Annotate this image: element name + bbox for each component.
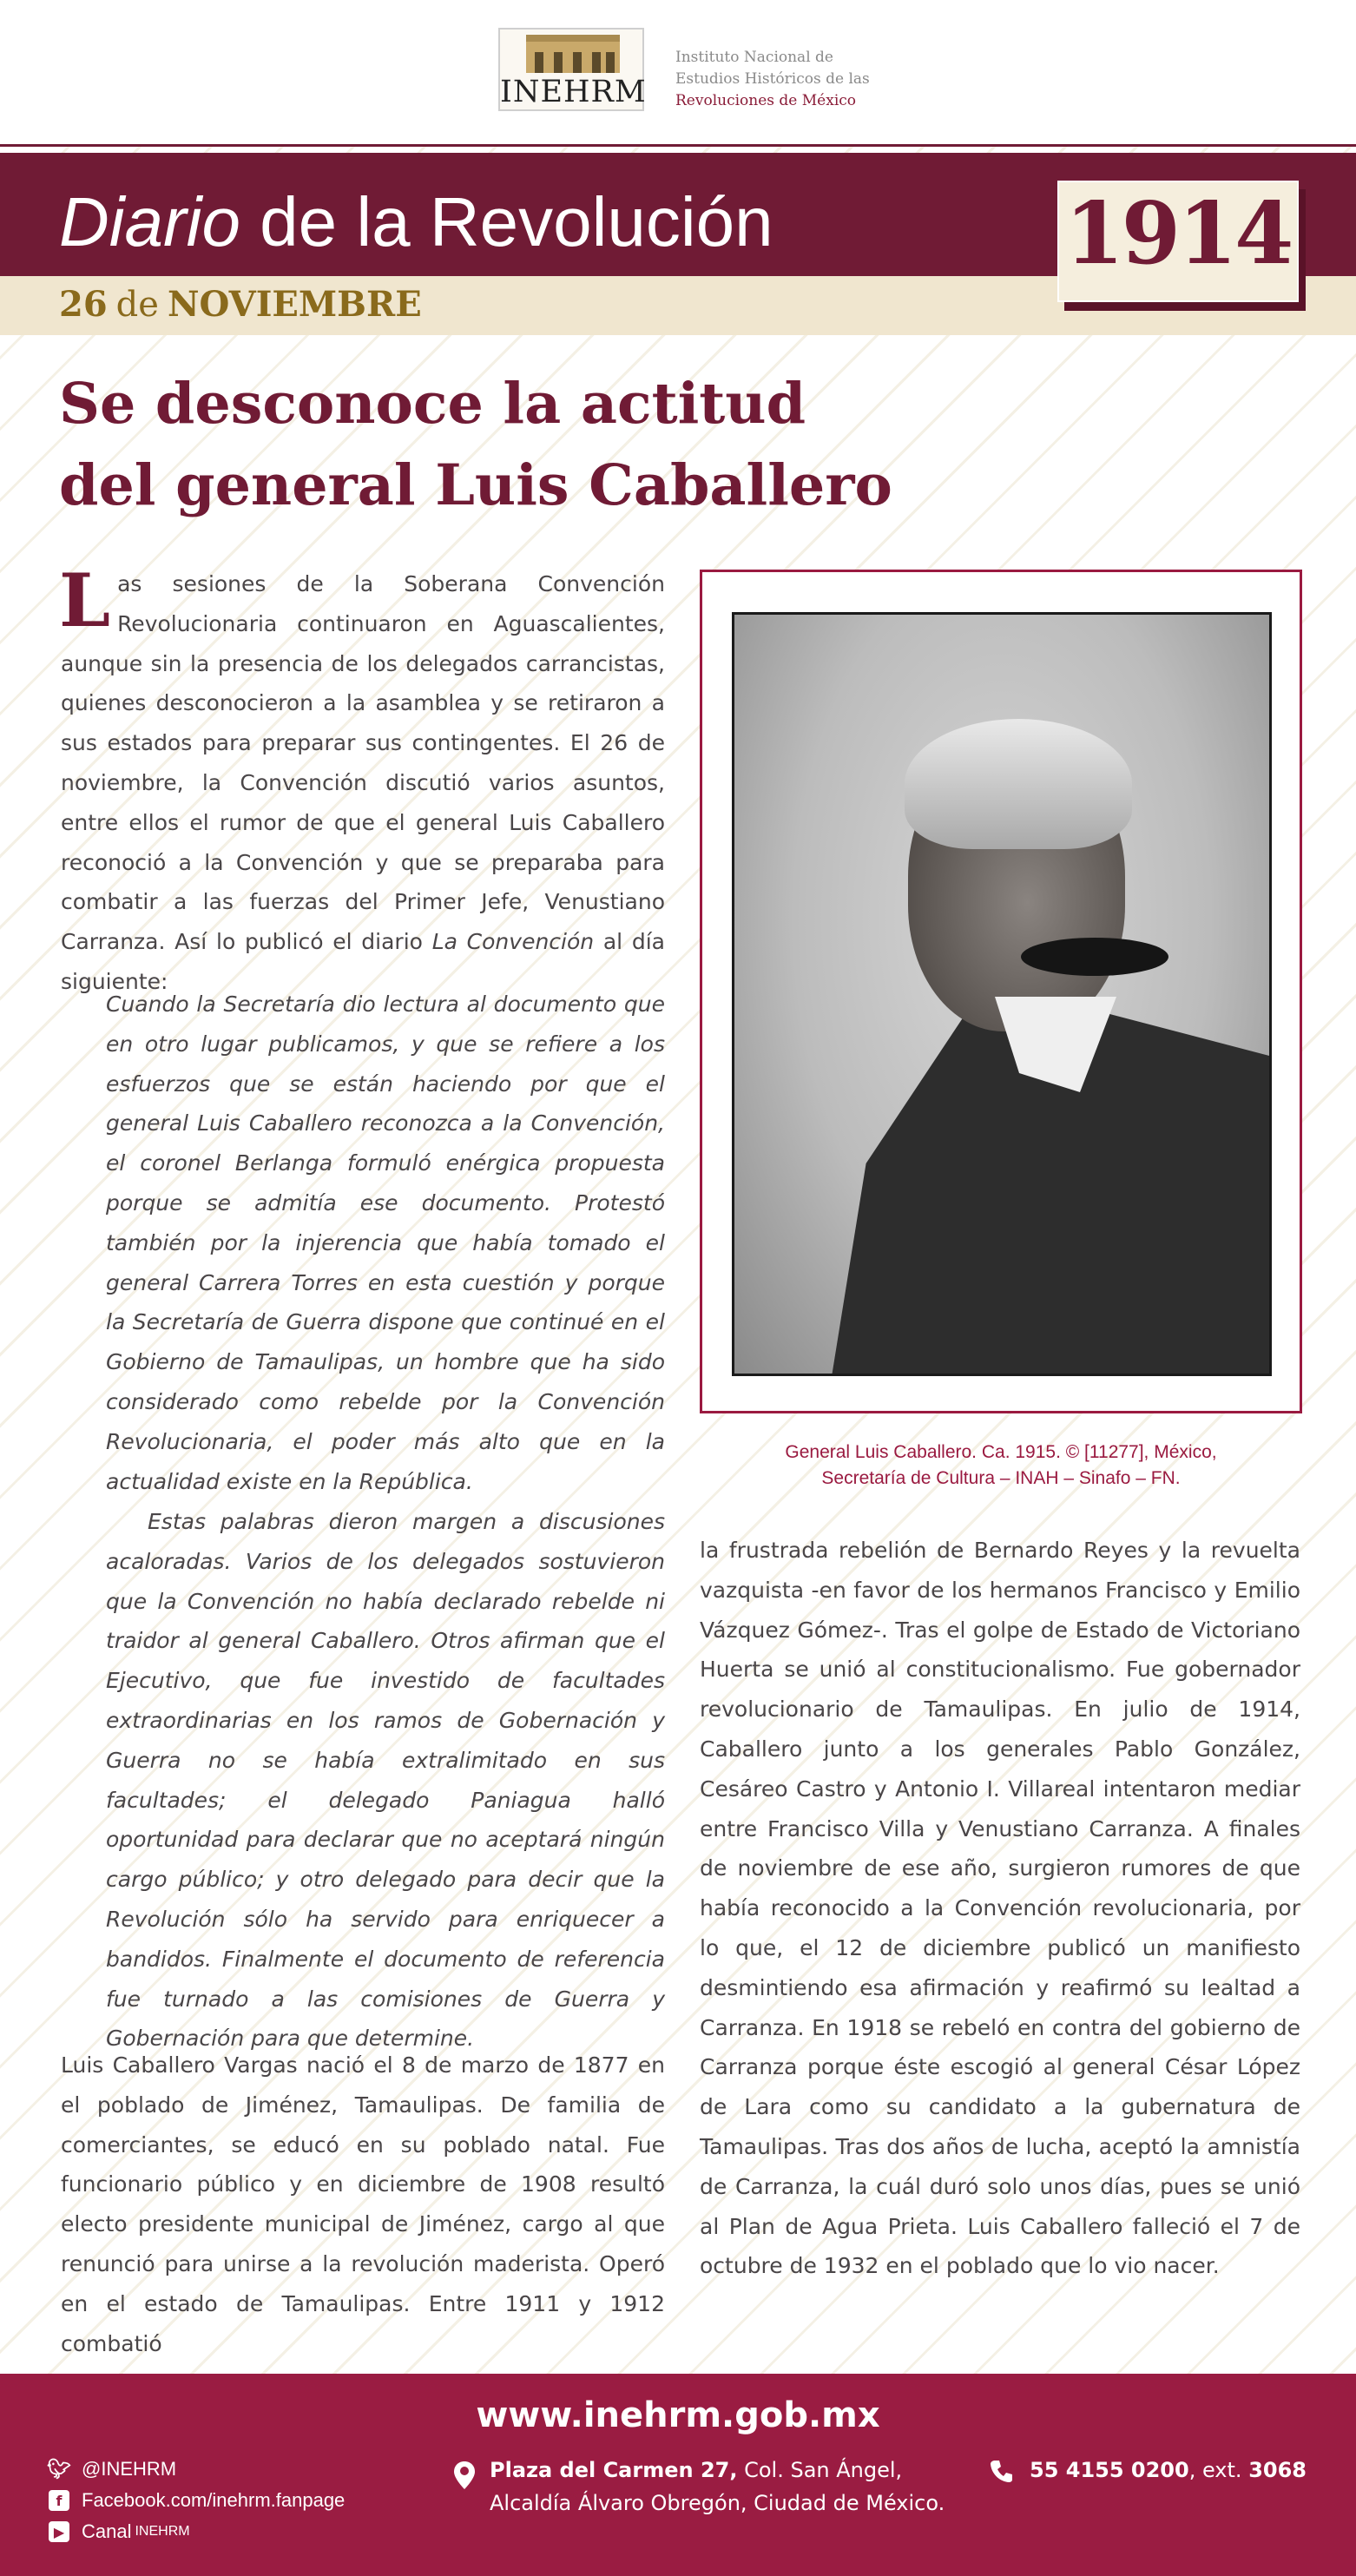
biography-continued: la frustrada rebelión de Bernardo Reyes y la revuelta vazquista -en favor de los hermanos Francisco y Emilio Vázquez Gómez-. Tras el golpe de Estado de Victoriano Huerta se unió al constitucionalismo. Fue gobernador revolucionario de Tamaulipas. En julio de 1914, Caballero junto a los generales Pablo González, Cesáreo Castro y Antonio I. Villareal intentaron mediar entre Francisco Villa y Venustiano Carranza. A finales de noviembre de ese año, surgieron rumores de que había reconocido a la Convención revolucionaria, por lo que, el 12 de diciembre publicó un manifiesto desmintiendo esa afirmación y reafirmó su lealtad a Carranza. En 1918 se rebeló en contra del gobierno de Carranza porque éste escogió al general César López de Lara como su candidato a la gubernatura de Tamaulipas. Tras dos años de lucha, aceptó la amnistía de Carranza, la cuál duró solo unos días, pues se unió al Plan de Agua Prieta. Luis Caballero falleció el 7 de octubre de 1932 en el poblado que lo vio nacer. [700,1538,1300,2279]
phone-main: 55 4155 0200 [1030,2458,1189,2482]
address-block [490,2454,945,2520]
twitter-handle: @INEHRM [82,2458,177,2480]
caption-line-1: General Luis Caballero. Ca. 1915. © [11277], México, [785,1442,1217,1462]
portrait-photo[interactable] [732,612,1272,1376]
phone-ext: 3068 [1248,2458,1307,2482]
year-label: 1914 [1064,184,1292,284]
intro-text: as sesiones de la Soberana Convención Revolucionaria continuaron en Aguascalientes, aunque sin la presencia de los delegados carrancistas, quienes desconocieron a la asamblea y se retiraron a sus estados para preparar sus contingentes. El 26 de noviembre, la Convención discutió varios asuntos, entre ellos el rumor de que el general Luis Caballero reconoció a la Convención y que se preparaba para combatir a las fuerzas del Primer Jefe, Venustiano Carranza. Así lo publicó el diario [61,571,665,955]
address-street: Plaza del Carmen 27, [490,2458,738,2482]
newspaper-name: La Convención [431,929,595,955]
inehrm-logo[interactable] [498,28,647,111]
facebook-url: Facebook.com/inehrm.fanpage [82,2489,346,2511]
biography-paragraph: Luis Caballero Vargas nació el 8 de marzo de 1877 en el poblado de Jiménez, Tamaulipas. De familia de comerciantes, se educó en su poblado natal. Fue funcionario público y en diciembre de 1908 resultó electo presidente municipal de Jiménez, cargo al que renunció para unirse a la revolución maderista. Operó en el estado de Tamaulipas. Entre 1911 y 1912 combatió [61,2052,665,2356]
quote-paragraph-2: Estas palabras dieron margen a discusiones acaloradas. Varios de los delegados sostuvieron que la Convención no había declarado rebelde ni traidor al general Caballero. Otros afirman que el Ejecutivo, que fue investido de facultades extraordinarias en los ramos de Gobernación y Guerra no se había extralimitado en sus facultades; el delegado Paniagua halló oportunidad para declarar que no aceptará ningún cargo público; y otro delegado para decir que la Revolución sólo ha servido para enriquecer a bandidos. Finalmente el documento de referencia fue turnado a las comisiones de Guerra y Gobernación para que determine. [106,1509,665,2052]
facebook-link[interactable] [49,2485,345,2516]
series-title-rest: de la Revolución [240,183,773,260]
institute-line-3: Revoluciones de México [675,92,857,109]
address-colonia: Col. San Ángel, [737,2458,903,2482]
institute-line-1: Instituto Nacional de [675,49,833,66]
portrait-mustache [1021,938,1168,976]
date-month: NOVIEMBRE [167,284,422,325]
photo-caption [700,1440,1302,1492]
address-line-2: Alcaldía Álvaro Obregón, Ciudad de México. [490,2491,945,2515]
date-label [59,280,422,329]
map-pin-icon [453,2461,476,2490]
intro-paragraph [59,557,665,1002]
twitter-icon: 🐦︎ [47,2458,71,2480]
caption-line-2: Secretaría de Cultura – INAH – Sinafo – FN. [821,1468,1181,1488]
portrait-frame [700,570,1302,1413]
date-de: de [115,285,159,325]
youtube-prefix: Canal [82,2520,132,2542]
series-title-italic: Diario [59,183,240,260]
address-line-1 [490,2454,945,2487]
building-icon [526,35,620,73]
social-links [49,2454,345,2547]
phone-ext-label: , ext. [1188,2458,1249,2482]
website-link[interactable]: www.inehrm.gob.mx [476,2395,880,2435]
institute-name [675,47,870,112]
date-day: 26 [59,284,108,325]
headline-line-2: del general Luis Caballero [59,452,892,518]
drop-cap: L [59,557,111,643]
facebook-icon: f [49,2490,69,2511]
quote-paragraph-1: Cuando la Secretaría dio lectura al documento que en otro lugar publicamos, y que se refiere a los esfuerzos que se están haciendo por que el general Luis Caballero reconozca a la Convención, el coronel Berlanga formuló enérgica propuesta porque se admitía ese documento. Protestó también por la injerencia que había tomado el general Carrera Torres en esta cuestión y porque la Secretaría de Guerra dispone que continué en el Gobierno de Tamaulipas, un hombre que ha sido considerado como rebelde por la Convención Revolucionaria, el poder más alto que en la actualidad existe en la República. [106,992,665,1494]
institute-line-2: Estudios Históricos de las [675,70,870,88]
twitter-link[interactable] [49,2454,345,2485]
header-divider [0,144,1356,147]
youtube-icon: ▶ [49,2521,69,2542]
phone-number[interactable] [1030,2454,1307,2487]
intro-end: al día siguiente: [61,929,665,994]
logo-wordmark: INEHRM [500,75,647,109]
series-title [59,181,773,264]
headline-line-1: Se desconoce la actitud [59,371,806,437]
portrait-hair [905,719,1132,849]
youtube-channel: INEHRM [135,2524,190,2539]
phone-icon [990,2459,1014,2483]
youtube-link[interactable] [49,2516,345,2547]
article-headline [59,363,927,526]
